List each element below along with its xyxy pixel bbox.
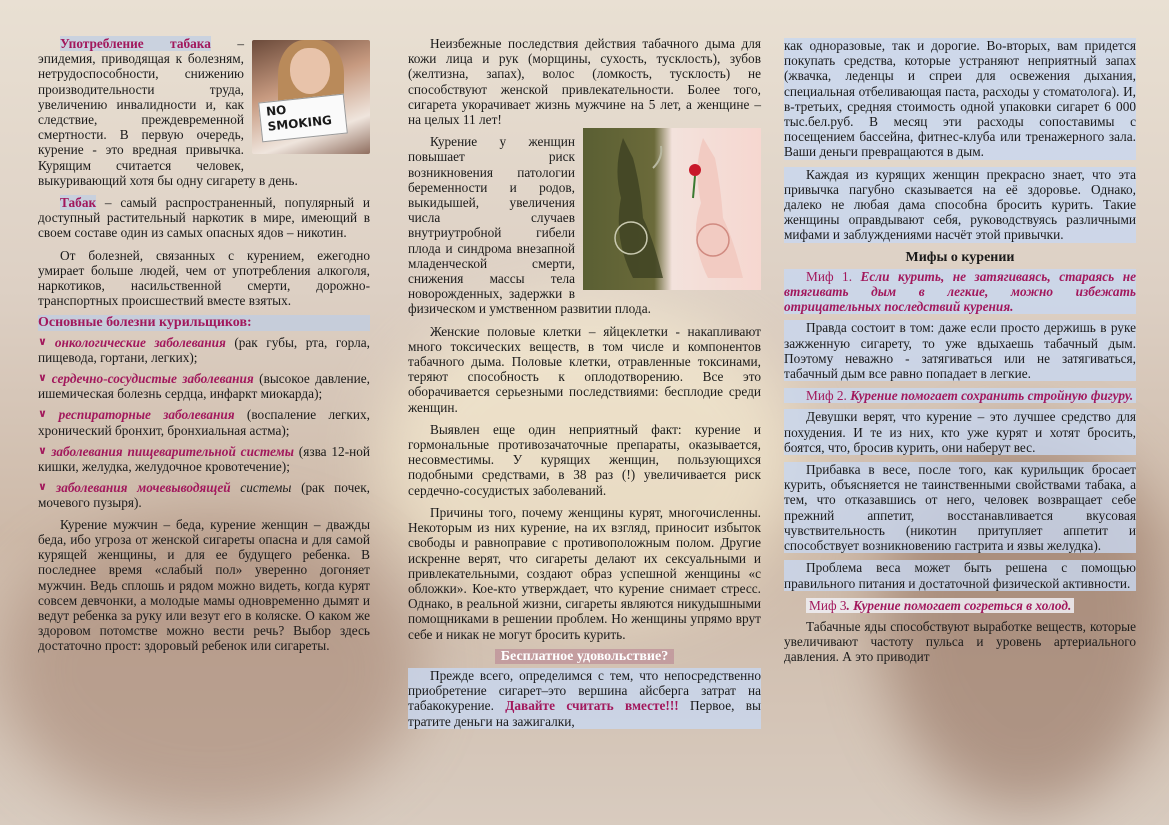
disease-rest: (рак почек, мочевого пузыря).	[38, 480, 370, 511]
costs-paragraph	[408, 668, 761, 729]
check-icon: ∨	[38, 444, 52, 457]
column-right	[784, 38, 1136, 672]
costs-text-a: Прежде всего, определимся с тем, что непосредственно приобретение сигарет–это вершина айсберга затрат на табакокурение.	[408, 667, 761, 714]
pregnancy-illustration	[583, 128, 761, 290]
myth-3	[784, 598, 1136, 613]
check-icon: ∨	[38, 481, 57, 494]
myth-2-statement: Курение помогает сохранить стройную фигуру.	[850, 388, 1134, 404]
no-smoking-sign: NO SMOKING	[258, 94, 348, 143]
smoke-trail	[653, 146, 661, 168]
no-smoking-photo	[252, 40, 370, 154]
disease-name: сердечно-сосудистые заболевания	[51, 371, 254, 387]
disease-rest: (воспаление легких, хронический бронхит, бронхиальная астма);	[38, 407, 370, 438]
myth-3-box	[806, 598, 1074, 613]
pregnancy-risk-paragraph: Курение у женщин повышает риск возникновения патологии беременности и родов, выкидышей, увеличения числа случаев внутриутробной гибели плода и синдрома внезапной младенческой смерти, снижения массы тела новорожденных, задержки в физическом и умственном развитии плода.	[408, 134, 651, 317]
disease-rest: (высокое давление, ишемическая болезнь сердца, инфаркт миокарда);	[38, 371, 370, 402]
disease-item	[38, 444, 370, 474]
disease-item	[38, 407, 370, 437]
myth-2-text-3: Проблема веса может быть решена с помощью правильного питания и достаточной физической активности.	[784, 560, 1136, 591]
free-pleasure-label: Бесплатное удовольствие?	[495, 649, 674, 664]
deaths-paragraph: От болезней, связанных с курением, ежегодно умирает больше людей, чем от употребления алкоголя, наркотиков, насильственной смерти, дорожно-транспортных происшествий вместе взятых.	[38, 247, 370, 309]
women-paragraph: Курение мужчин – беда, курение женщин – дважды беда, ибо угроза от женской сигареты опасна и для самой курящей женщины, и для ее будущего ребенка. В последнее время «слабый пол» уверенно догоняет мужчин. Ведь сплошь и рядом можно видеть, когда курят совсем девчонки, а молодые мамы одновременно дымят и ведут ребенка за руку или везут его в коляске. О каком же здоровом потомстве можно вести речь? Выбор здесь достаточно прост: здоровый ребенок или сигареты.	[38, 516, 370, 654]
column-middle	[408, 36, 761, 736]
check-icon: ∨	[38, 372, 52, 385]
disease-item	[38, 371, 370, 401]
myth-2-label: Миф 2.	[806, 388, 851, 404]
healthy-woman-silhouette	[696, 138, 743, 278]
myth-3-statement: . Курение помогает согреться в холод.	[846, 597, 1072, 613]
flower-icon	[689, 164, 701, 176]
disease-rest: (рак губы, рта, горла, пищевода, гортани, легких);	[38, 334, 370, 365]
intro-text: – эпидемия, приводящая к болезням, нетрудоспособности, снижению производительности труда, увеличению инвалидности и, как следствие, преждевременной смертности. В первую очередь, курение - это вредная привычка. Курящим считается человек, выкуривающий хотя бы одну сигарету в день.	[38, 36, 298, 188]
column-left	[38, 36, 370, 661]
pregnancy-svg	[583, 128, 761, 290]
costs-text-c: Первое, вы тратите деньги на зажигалки,	[408, 698, 761, 729]
egg-cells-paragraph: Женские половые клетки – яйцеклетки - накапливают много токсических веществ, в том числе и компонентов табачного дыма. Половые клетки, отравленные токсинами, теряют способность к оплодотворению. Все это оборачивается серьезными последствиями: бесплодие среди женщин.	[408, 323, 761, 415]
myth-2-text-1: Девушки верят, что курение – это лучшее средство для похудения. И те из них, кто уже курят и хотят бросить, боятся, что, бросив курить, они наберут вес.	[784, 409, 1136, 455]
disease-rest: (язва 12-ной кишки, желудка, желудочное кровотечение);	[38, 443, 371, 475]
disease-name-suffix: системы	[230, 480, 292, 496]
costs-continued-paragraph: как одноразовые, так и дорогие. Во-вторых, вам придется покупать средства, которые устраняют неприятный запах (жвачка, леденцы и спреи для освежения дыхания, специальная отбеливающая паста, расходы у стоматолога). И, в-третьих, средняя стоимость одной упаковки сигарет 6 000 тыс.бел.руб. В месяц эти расходы сопоставимы с посещением бассейна, фитнес-клуба или тренажерного зала. Ваши деньги превращаются в дым.	[784, 38, 1136, 160]
check-icon: ∨	[38, 408, 59, 421]
costs-highlight: Давайте считать вместе!!!	[505, 698, 679, 714]
myth-1-statement: Если курить, не затягиваясь, стараясь не втягивать дым в легкие, можно избежать отрицательных последствий курения.	[784, 268, 1136, 315]
reasons-paragraph: Причины того, почему женщины курят, многочисленны. Некоторым из них курение, на их взгляд, приносит избыток свободы и равноправие с противоположным полом. Другие искренне верят, что сигареты делают их сексуальными и привлекательными, создают образ успешной женщины «с обложки». Кое-кто утверждает, что курение снимает стресс. Однако, в реальной жизни, сигареты являются никудышными помощниками в решении проблем. Но женщины упрямо врут себе и никак не могут бросить курить.	[408, 504, 761, 642]
myths-intro-paragraph: Каждая из курящих женщин прекрасно знает, что эта привычка пагубно сказывается на её здоровье. Однако, далеко не любая дама способна бросить курить. Такие женщины оправдывают себя, руководствуясь различными мифами и заблуждениями насчёт этой привычки.	[784, 166, 1136, 243]
tobacco-text: – самый распространенный, популярный и доступный растительный наркотик в мире, имеющий в своем составе один из самых опасных ядов – никотин.	[38, 195, 370, 241]
disease-name: заболевания мочевыводящей	[56, 480, 231, 496]
disease-name: онкологические заболевания	[54, 334, 226, 350]
myths-title: Мифы о курении	[905, 249, 1015, 265]
disease-item	[38, 480, 370, 510]
myth-2	[784, 388, 1136, 403]
myth-1	[784, 269, 1136, 315]
disease-name: заболевания пищеварительной системы	[51, 443, 294, 459]
contraceptives-paragraph: Выявлен еще один неприятный факт: курение и гормональные противозачаточные препараты, оказывается, несовместимы. У курящих женщин, пользующихся подобными средствами, в 38 раз (!) увеличивается риск сердечно-сосудистых заболеваний.	[408, 421, 761, 498]
smoking-woman-silhouette	[617, 138, 663, 278]
intro-term: Употребление табака	[60, 36, 211, 51]
flower-stem	[693, 176, 695, 198]
check-icon: ∨	[38, 335, 55, 348]
myth-2-text-2: Прибавка в весе, после того, как курильщик бросает курить, объясняется не таинственными свойствами табака, а тем, что отказавшись от него, человек возвращает себе прежний аппетит, восстанавливается вкусовая чувствительность (никотин притупляет аппетит и способствует возникновению гастрита и язвы желудка).	[784, 462, 1136, 554]
myth-3-text: Табачные яды способствуют выработке веществ, которые увеличивают частоту пульса и уровень артериального давления. А это приводит	[784, 618, 1136, 665]
myth-3-label: Миф 3	[809, 597, 847, 613]
myth-1-label: Миф 1.	[806, 268, 861, 284]
tobacco-paragraph	[38, 195, 370, 241]
disease-name: респираторные заболевания	[58, 407, 235, 423]
consequences-paragraph: Неизбежные последствия действия табачного дыма для кожи лица и рук (морщины, сухость, тусклость), зубов (желтизна, запах), волос (ломкость, тусклость) не способствуют женской привлекательности. Более того, сигарета укорачивает жизнь мужчине на 5 лет, а женщине – на целых 11 лет!	[408, 36, 761, 128]
diseases-title: Основные болезни курильщиков:	[38, 315, 370, 330]
photo-face	[290, 48, 330, 94]
disease-item	[38, 335, 370, 365]
free-pleasure-title	[408, 649, 761, 664]
myth-1-text: Правда состоит в том: даже если просто держишь в руке зажженную сигарету, то уже вдыхаешь табачный дым. Поэтому неважно - затягиваться или не затягиваться, табачный дым все равно попадает в легкие.	[784, 320, 1136, 382]
tobacco-term: Табак	[60, 195, 97, 211]
